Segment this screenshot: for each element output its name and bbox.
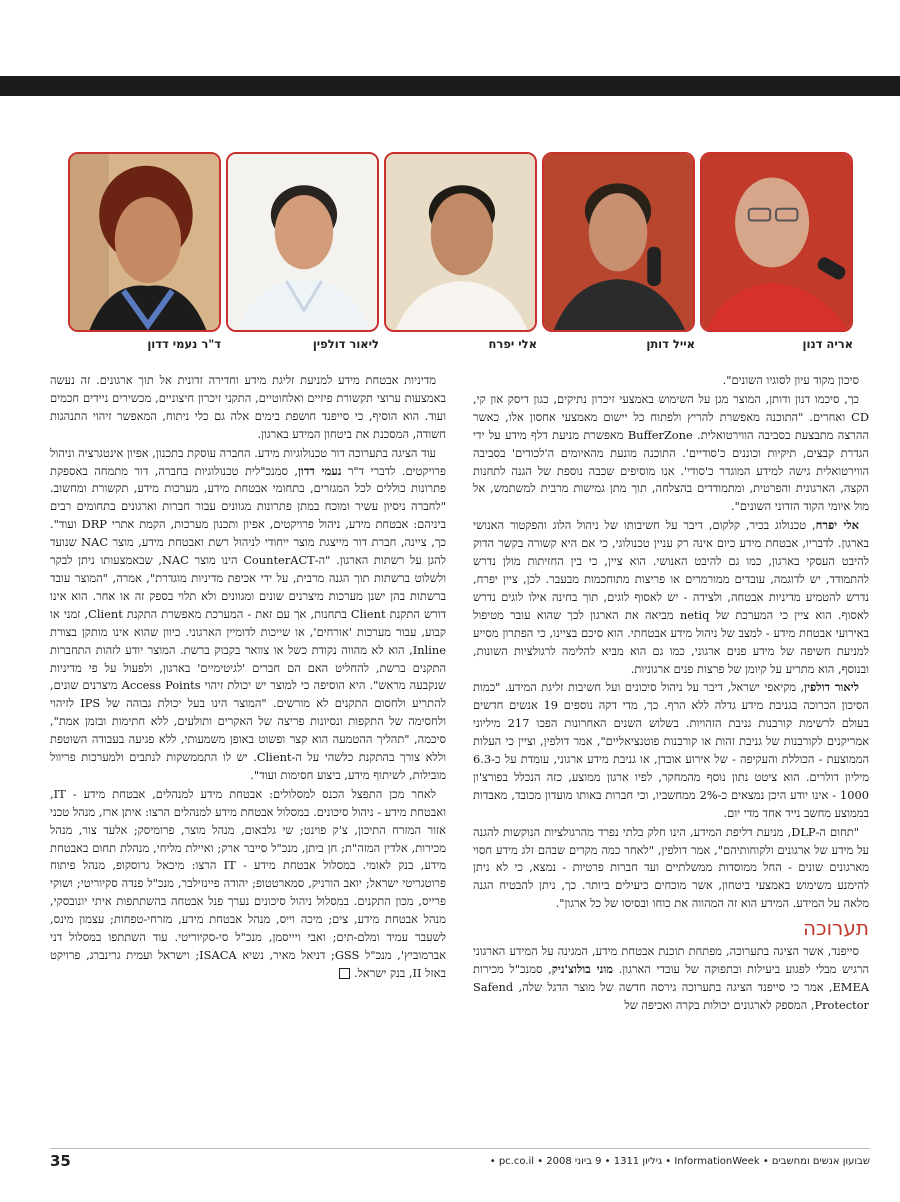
photo-lior-dolphin — [226, 152, 379, 332]
caption-arie-danon: אריה דנון — [802, 337, 853, 351]
page-footer — [50, 1152, 870, 1172]
photo-arie-danon — [700, 152, 853, 332]
end-of-article-icon — [339, 968, 350, 979]
speaker-name: מוני בולוצ'ניק — [551, 962, 613, 977]
article-column-left — [50, 372, 446, 984]
caption-eyal-dotan: אייל דותן — [646, 337, 695, 351]
photo-naomi-dadon — [68, 152, 221, 332]
photo-eyal-dotan — [542, 152, 695, 332]
paragraph: לאחר מכן התפצל הכנס למסלולים: אבטחת מידע למנהלים, אבטחת מידע - IT, ואבטחת מידע - ניהול סיכונים. במסלול אבטחת מידע למנהלים הרצו: איתן ארז, מנהל טכני אזור המזרח התיכון, צ'ק פוינט; שי גלבאום, מנהל מוצר, פרומיסק; אלעד צור, מנהל מכירות, אלדין המזה"ת; חן ביתן, מנכ"ל סייבר ארק; ואיילת מליחי, מנהלת תחום באבטחת מידע, בנק לאומי. במסלול אבטחת מידע - IT הרצו: מיכאל גרוסקופ, מנהל פיתוח פרוטגריטי ישראל; יואב הורניק, סמארטטופ; יהודה פיינזילבר, מנכ"ל פנדה סקיוריטי; ושוקי פרייס, מכון התקנים. במסלול ניהול סיכונים נערך פנל אבטחה בהשתתפות איתי יונובסקי, מנהל אבטחת מידע, צים; מיכה וייס, מנהל אבטחת מידע, מזרחי-טפחות; עצמון מינס, לשעבר עמיד ומלם-תים; ואבי ויייסמן, מנכ"ל סי-סקיוריטי. עוד השתתפו במסלול דני אברמוביץ', מנכ"ל GSS; דניאל מאיר, נשיא ISACA; וישראל ועמית גרינברג, פרויקט באזל II, בנק ישראל. — [50, 786, 447, 980]
speaker-name: נעמי דדון — [298, 463, 342, 478]
paragraph: כך, סיכמו דנון ודותן, המוצר מגן על השימוש באמצעי זיכרון נתיקים, כגון דיסק און קי, CD ואחרים. "התוכנה מאפשרת להריץ ולפתוח כל יישום מאמצעי אחסון אלו, כאשר ההרצה מתבצעת בסביבה הווירטואלית. BufferZone מאפשרת מניעת דלף מידע על ידי הגדרת קבצים, תיקיות וכוננים כ'סודיים'. התוכנה מונעת מהאיומים ה'לכודים' בסביבה הווירטואלית גישה למידע המוגדר כ'סודי'. אנו מוסיפים שכבה נוספת של הגנה לתחנות הקצה, הארגונית והפרטית, ומתמודדים בהצלחה, תוך מתן גמישות מרבית למשתמש, אל מול איומי הקוד הזדוני השונים". — [473, 391, 869, 514]
paragraph: "תחום ה-DLP, מניעת דליפת המידע, הינו חלק בלתי נפרד מהרגולציות הנוקשות להגנה על מידע של ארגונים ולקוחותיהם", אמר דולפין, "לאחר כמה מקרים שבהם זלג מידע חסוי מארגונים שונים - החל ממוסדות ממשלתיים ועד חברות פרטיות - נמצא, כי לא ניתן להימנע משימוש באמצעי ביטחון, אשר מוכחים כיעילים ביותר. כך, ניתן להבטיח הגנה מלאה על המידע. המידע הוא זה המהווה את כוחו ובסיסו של כל ארגון". — [473, 824, 869, 911]
photo-eli-yifrach — [384, 152, 537, 332]
paragraph: סייפנד, אשר הציגה בתערוכה, מפתחת תוכנת אבטחת מידע, המגינה על המידע הארגוני הרגיש מבלי לפגוע ביעילות ובתפוקה של עובדי הארגון. מוני בולוצ'ניק, סמנכ"ל מכירות EMEA, אמר כי סייפנד הציגה בתערוכה גירסה חדשה של מוצר הדגל שלה, Safend Protector, המספק לארגונים יכולות בקרה ואכיפה של — [473, 944, 869, 1012]
caption-naomi-dadon: ד"ר נעמי דדון — [147, 337, 221, 351]
caption-eli-yifrach: אלי יפרח — [488, 337, 537, 351]
paragraph: סיכון מקוד עיון לסוגיו השונים". — [722, 373, 859, 387]
paragraph: עוד הציגה בתערוכה דור טכנולוגיות מידע. החברה עוסקת בתכנון, אפיון אינטגרציה וניהול פרויקטים. לדברי ד"ר נעמי דדון, סמנכ"לית טכנולוגיות בחברה, דור מתמחה באספקת פתרונות כוללים לכל המגזרים, בתחומי אבטחת מידע, מערכות מידע, תקשורת ומחשוב. "לחברה ניסיון עשיר ומוכח במתן פתרונות מגוונים עבור חברות וארגונים בתחומים רבים ביניהם: אבטחת מידע, ניהול פרויקטים, אפיון ותכנון מערכות, הקמת אתרי DRP ועוד". כך, ציינה, חברת דור מייצגת מוצר ייחודי לניהול רשת ואבטחת מידע, מוצר NAC שנועד להגן על רשתות הארגון. "ה-CounterACT הינו מוצר NAC, שבאמצעותו ניתן לבקר ולשלוט ברשתות תוך הגנה מרבית, על ידי אכיפת מדיניות מוגדרת", אמרה, "המוצר עובד ברשתות בהן ישנן מערכות מיצרנים שונים ומגוונים ולא תלוי בספק זה או אחר. הוא אינו דורש התקנת Client בתחנות, אך עם זאת - המערכת מאפשרת התקנת Client, זמני או קבוע, עבור מערכות 'אורחים', או שייכות לדומיין הארגוני. כיוון שהוא אינו מותקן בצורת Inline, הוא לא מהווה נקודת כשל או צוואר בקבוק ברשת. המוצר יודע לזהות התחברות התקנים ברשת, להחליט האם הם חברים 'לגיטימיים' בארגון, ולפעול על פי מדיניות שנקבעה מראש". היא הוסיפה כי למוצר יש יכולת זיהוי Access Points מיצרנים שונים, להתריע ולחסום התקנים לא מורשים. "המוצר הינו בעל יכולת גבוהה של IPS לזיהוי ולחסימה של התקפות ונסיונות פריצה של האקרים ותולעים, ללא חתימות ובזמן אמת", סיכמה, "תהליך ההטמעה הוא קצר ופשוט באופן משמעותי, ללא פגיעה בעבודה השוטפת וללא צורך בהתקנת כלשהי על ה-Client. יש לו התממשקות לנתבים ולמערכות פריוול מובילות, לשיתוף מידע, ביצוע חסימות ועוד". — [50, 445, 446, 782]
paragraph: אלי יפרח, טכנולוג בכיר, קלקום, דיבר על חשיבותו של ניהול הלוג והפקטור האנושי בארגון. לדבריו, אבטחת מידע כיום אינה רק עניין טכנולוגי, כי אם היא קשורה בקשר הדוק להיבט העסקי בארגון, כמו גם להיבט האנושי. הוא ציין, כי בין החזיתות מולן נדרש להתמודד, יש לדוגמה, עובדים ממורמרים או פריצות מתוחכמות מבעבר. לכן, ציין יפרח, נדרש להטמיע מדיניות אבטחה, ולצידה - יש לאסוף לוגים, תוך בחינה אילו לוגים נדרש לאסוף. הוא ציין כי המערכת של netiq מביאה את הארגון לכך שהוא עובר מטיפול באירועי אבטחת מידע - למצב של ניהול מידע אבטחתי. הוא סיכם בציינו, כי הפתרון מסייע למניעת חשיפה של מידע פנים ארגוני, כמו גם הוא מביא להלימה לרגולציות השונות, ובנוסף, הוא מתריע על קיומן של פרצות פנים ארגוניות. — [473, 518, 869, 676]
section-heading: תערוכה — [802, 916, 869, 941]
speaker-list: איתן ארז, מנהל טכני אזור המזרח התיכון, צ'ק פוינט; שי גלבאום, מנהל מוצר, פרומיסק; אלעד צור, מנהל מכירות, אלדין המזה"ת; חן ביתן, מנכ"ל סייבר ארק; ואיילת מליחי, מנהלת תחום באבטחת מידע, בנק לאומי. במסלול אבטחת מידע - IT הרצו: מיכאל גרוסקופ, מנהל פיתוח פרוטגריטי ישראל; יואב הורניק, סמארטטופ; יהודה פיינזילבר, מנכ"ל פנדה סקיוריטי; ושוקי פרייס, מכון התקנים. במסלול ניהול סיכונים נערך פנל אבטחה בהשתתפות איתי יונובסקי, מנהל אבטחת מידע, צים; מיכה וייס, מנהל אבטחת מידע, מזרחי-טפחות; עצמון מינס, לשעבר עמיד ומלם-תים; ואבי ויייסמן, מנכ"ל סי-סקיוריטי. עוד השתתפו במסלול דני אברמוביץ', מנכ"ל GSS; דניאל מאיר, נשיא ISACA; וישראל ועמית גרינברג, פרויקט באזל II, בנק ישראל. — [50, 804, 446, 980]
footer-text: שבועון אנשים ומחשבים • InformationWeek • גיליון 1311 • 9 ביוני 2008 • pc.co.il • — [489, 1156, 870, 1167]
paragraph: ליאור דולפין, מקיאפי ישראל, דיבר על ניהול סיכונים ועל חשיבות זליגת המידע. "כמות הסיכון הכרוכה בגניבת מידע גדלה ללא הרף. כך, מדי דקה נוספים 19 אנשים חדשים בעולם לרשימת קורבנות גניבת הזהויות. בשלוש השנים האחרונות הפכו 217 מיליוני אמריקנים לקורבנות של גניבת זהות או קורבנות פוטנציאליים", אמר דולפין, וציין כי העלות הממוצעת - הכוללת והעקיפה - של אירוע אובדן, או גניבת מידע ארגוני, עומדת על כ-6.3 מיליון דולרים. הוא ציטט נתון נוסף מהמחקר, לפיו ארגון ממוצע, כזה הנכלל בפורצ'ון 1000 - אינו יודע היכן נמצאים כ-2% ממחשביו, וכי חברות באותו מועדון מכובד, מאבדות בממוצע מחשב נייד אחד מדי יום. — [473, 680, 869, 820]
article-column-right — [473, 372, 869, 1016]
footer-divider — [50, 1148, 870, 1149]
speaker-name: ליאור דולפין — [804, 680, 859, 695]
paragraph: מדיניות אבטחת מידע למניעת זליגת מידע וחדירה זדונית אל תוך ארגונים. זה נעשה באמצעות ערוצי תקשורת פיזיים ואלחוטיים, התקני זיכרון חיצוניים, מכשירים ניידים חכמים ועוד. הוא הוסיף, כי סייפנד חושפת בימים אלה גם כלי ניתוח, המאפשר זיהוי התנהגות חשודה, המסכנת את ביטחון המידע בארגון. — [50, 373, 446, 441]
caption-lior-dolphin: ליאור דולפין — [312, 337, 379, 351]
page-number: 35 — [50, 1152, 71, 1170]
speaker-name: אלי יפרח — [815, 518, 859, 533]
top-bar — [0, 76, 900, 96]
